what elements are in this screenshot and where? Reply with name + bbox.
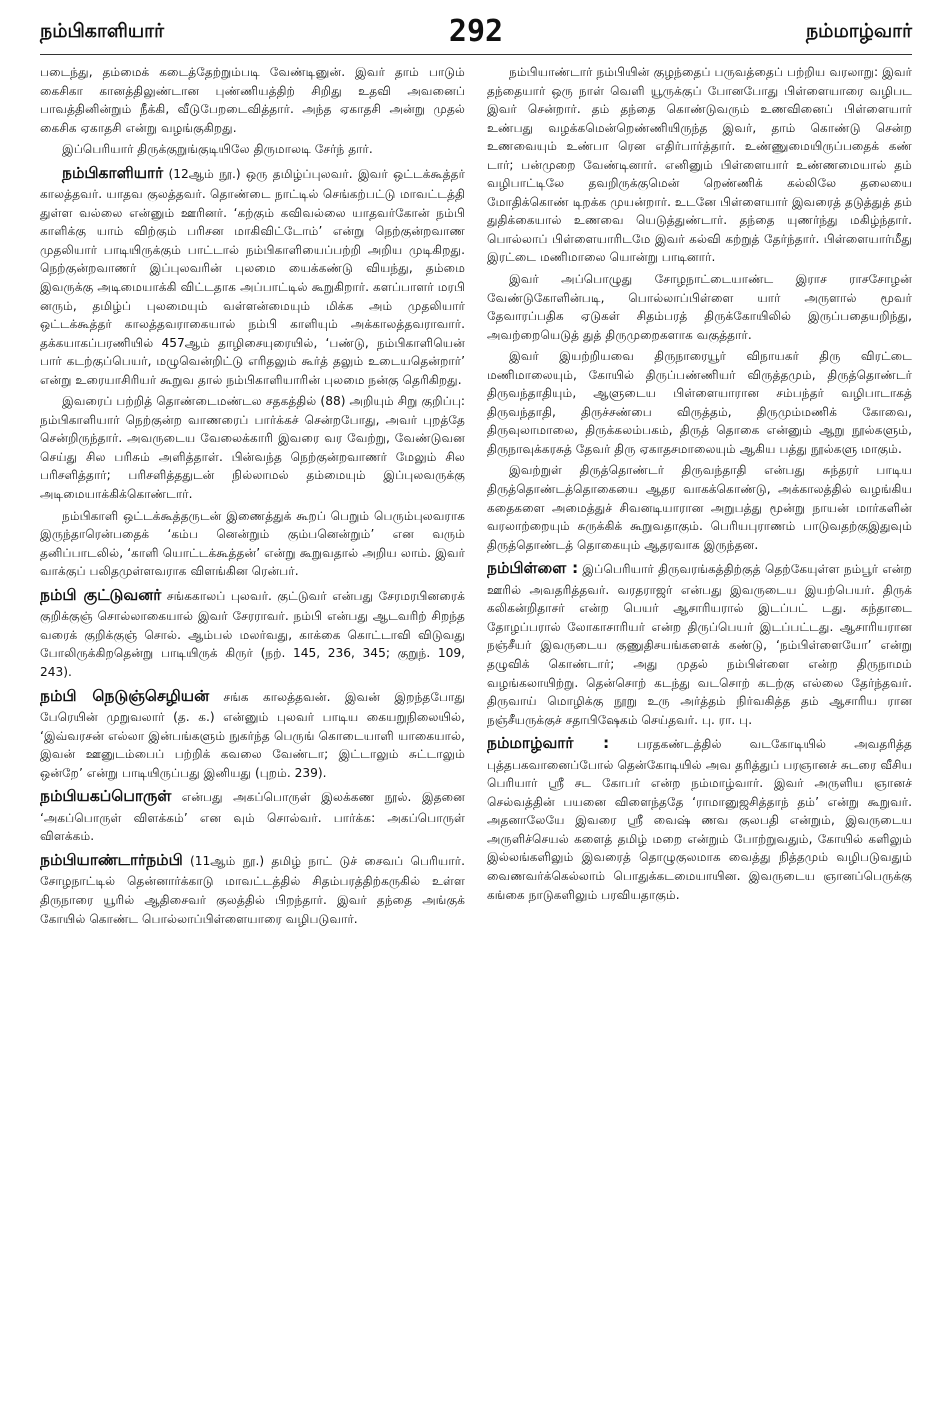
paragraph xyxy=(40,685,465,783)
paragraph xyxy=(487,461,912,554)
entry-text: இவர் அப்பொழுது சோழநாட்டையாண்ட இராச ராசசோழன் வேண்டுகோளின்படி, பொல்லாப்பிள்ளை யார் அருளால் மூவர் தேவாரப்பதிக ஏடுகள் சிதம்பரத் திருக்கோயிலில் இருப்பதையறிந்து, அவற்றையெடுத் துத் திருமுறைகளாக வகுத்தார். xyxy=(487,272,912,342)
paragraph xyxy=(40,392,465,503)
paragraph xyxy=(487,270,912,344)
entry-headword: நம்பி குட்டுவனர் xyxy=(40,585,162,604)
entry-text: இவற்றுள் திருத்தொண்டர் திருவந்தாதி என்பது சுந்தரர் பாடிய திருத்தொண்டத்தொகையை ஆதர வாகக்கொண்டு, அக்காலத்தில் வழங்கிய கதைகளை அமைத்துச் சிவனடியாரான அறுபத்து மூன்று நாயன் மார்களின் வரலாற்றையும் சுருக்கிக் கூறுவதாகும். பெரியபுராணம் பாடுவதற்குஇதுவும் திருத்தொண்டத் தொகையும் ஆதரவாக இருந்தன. xyxy=(487,463,912,552)
paragraph xyxy=(40,849,465,928)
header-right-guide-word: நம்மாழ்வார் xyxy=(805,20,912,42)
entry-text: (12ஆம் நூ.) ஒரு தமிழ்ப்புலவர். இவர் ஒட்டக்கூத்தர் காலத்தவர். யாதவ குலத்தவர். தொண்டை நாட்டில் செங்கற்பட்டு மாவட்டத்தி துள்ள வல்லை என்னும் ஊரினர். ‘கற்கும் கவிவல்லை யாதவர்கோன் நம்பி காளிக்கு யாம் விற்கும் பரிசன மாகிவிட்டோம்’ என்று நெற்குன்றவாண முதலியார் பாடியிருக்கும் பாட்டால் நம்பிகாளியைப்பற்றி அறிய முடிகிறது. நெற்குன்றவாணர் இப்புலவரின் புலமை யைக்கண்டு வியந்து, தம்மை இவருக்கு அடிமையாக்கி விட்டதாக அப்பாட்டில் கூறுகிறார். களப்பாளர் மரபி னரும், தமிழ்ப் புலமையும் வள்ளன்மையும் மிக்க அம் முதலியார் ஒட்டக்கூத்தர் காலத்தவராகையால் நம்பி காளியும் அக்காலத்தவராவார். தக்கயாகப்பரணியில் 457ஆம் தாழிசையுரையில், ‘பண்டு, நம்பிகாளியென் பார் கடற்குப்பெயர், மழுவென்றிட்டு எரிதலும் கூர்த் தலும் உடையதென்றார்’ என்று உரையாசிரியர் கூறுவ தால் நம்பிகாளியாரின் புலமை நன்கு தெரிகிறது. xyxy=(40,166,465,387)
running-header xyxy=(40,14,912,55)
entry-text: (11ஆம் நூ.) தமிழ் நாட் டுச் சைவப் பெரியார். சோழநாட்டில் தென்னார்க்காடு மாவட்டத்தில் சிதம்பரத்திற்கருகில் உள்ள திருநாரை யூரில் ஆதிசைவர் குலத்தில் பிறந்தார். இவர் தந்தை அங்குக் கோயில் கொண்ட பொல்லாப்பிள்ளையாரை வழிபடுவார். xyxy=(40,853,465,926)
entry-text: இப்பெரியார் திருக்குறுங்குடியிலே திருமாலடி சேர்ந் தார். xyxy=(62,142,373,157)
entry-headword: நம்பியகப்பொருள் xyxy=(40,787,172,806)
entry-headword: நம்பி நெடுஞ்செழியன் xyxy=(40,686,210,705)
paragraph xyxy=(487,347,912,458)
entry-text: நம்பியாண்டார் நம்பியின் குழந்தைப் பருவத்தைப் பற்றிய வரலாறு: இவர் தந்தையார் ஒரு நாள் வெளி யூருக்குப் போனபோது பிள்ளையாரை வழிபட இவர் சென்றார். தம் தந்தை கொண்டுவரும் உணவினைப் பிள்ளையார் உண்பது வழக்கமென்றெண்ணியிருந்த இவர், தாம் கொண்டு சென்ற உணவையும் உண்பா ரென எதிர்பார்த்தார். உண்ணுமையிருப்பதைக் கண் டார்; பன்முறை வேண்டினார். எனினும் பிள்ளையார் உண்ணமையால் தம் வழிபாட்டிலே தவறிருக்குமென் றெண்ணிக் கல்லிலே தலையை மோதிக்கொண் டிறக்க முயன்றார். உடனே பிள்ளையார் இவரைத் தடுத்துத் தம் துதிக்கையால் உணவை யெடுத்துண்டார். தந்தை யுணர்ந்து மகிழ்ந்தார். பொல்லாப் பிள்ளையாரிடமே இவர் கல்வி கற்றுத் தேர்ந்தார். பிள்ளையார்மீது இரட்டை மணிமாலை யொன்று பாடினார். xyxy=(487,65,912,265)
entry-text: படைந்து, தம்மைக் கடைத்தேற்றும்படி வேண்டினுன். இவர் தாம் பாடும் கைசிகா கானத்திலுண்டான புண்ணியத்திற் சிறிது உதவி அவனைப் பாவத்தினின்றும் நீக்கி, வீடுபேறடைவித்தார். அந்த ஏகாதசி அன்று முதல் கைசிக ஏகாதசி என்று வழங்குகிறது. xyxy=(40,65,465,135)
entry-headword: நம்பிகாளியார் xyxy=(62,163,164,182)
text-columns xyxy=(40,63,912,1421)
paragraph xyxy=(40,140,465,159)
entry-text: சங்ககாலப் புலவர். குட்டுவர் என்பது சேரமரபினரைக் குறிக்குஞ் சொல்லாகையால் இவர் சேரராவர். நம்பி என்பது ஆடவரிற் சிறந்த வரைக் குறிக்குஞ் சொல். ஆம்பல் மலர்வது, காக்கை கொட்டாவி விடுவது போலிருக்கிறதென்று பாடியிருக் கிருர் (நற். 145, 236, 345; குறுந். 109, 243). xyxy=(40,588,465,679)
entry-text: நம்பிகாளி ஒட்டக்கூத்தருடன் இணைத்துக் கூறப் பெறும் பெரும்புலவராக இருந்தாரென்பதைக் ‘கம்ப னென்றும் கும்பனென்றும்’ என வரும் தனிப்பாடலில், ‘காளி யொட்டக்கூத்தன்’ என்று கூறுவதால் அறிய லாம். இவர் வாக்குப் பலிதமுள்ளவராக விளங்கின ரென்பர். xyxy=(40,508,465,579)
entry-headword: நம்பிள்ளை : xyxy=(487,559,579,578)
entry-text: இவரைப் பற்றித் தொண்டைமண்டல சதகத்தில் (88) அறியும் சிறு குறிப்பு: நம்பிகாளியார் நெற்குன்ற வாணரைப் பார்க்கச் சென்றபோது, அவர் புறத்தே சென்றிருந்தார். அவருடைய வேலைக்காரி இவரை வர வேற்று, வேண்டுவன செய்து சில பரிசும் அளித்தாள். பின்வந்த நெற்குன்றவாணர் மேலும் சில பரிசளித்தார்; பரிசளித்ததுடன் நில்லாமல் தம்மையும் இப்புலவருக்கு அடிமையாக்கிக்கொண்டார். xyxy=(40,394,465,502)
paragraph xyxy=(487,63,912,267)
paragraph xyxy=(40,63,465,137)
entry-text: இப்பெரியார் திருவரங்கத்திற்குத் தெற்கேயுள்ள நம்பூர் என்ற ஊரில் அவதரித்தவர். வரதராஜர் என்பது இவருடைய இயற்பெயர். திருக் கலிகன்றிதாசர் என்ற பெயர் ஆசாரியரால் இடப்பட் டது. கந்தாடை தோழப்பரால் லோகாசாரியர் என்ற திருப்பெயர் இடப்பட்டது. ஆசாரியரான நஞ்சீயர் இவருடைய குணுதிசயங்களைக் கண்டு, ‘நம்பிள்ளையோ’ என்று தழுவிக் கொண்டார்; அது முதல் நம்பிள்ளை என்ற திருநாமம் வழங்கலாயிற்று. தென்சொற் கடந்து வடசொற் கடற்கு எல்லை தேர்ந்தவர். திருவாய் மொழிக்கு நூறு உரு அர்த்தம் நிர்வகித்த தம் ஆசாரிய ரான நஞ்சீயருக்குச் சதாபிஷேகம் செய்தவர். பு. ரா. பு. xyxy=(487,562,912,727)
paragraph xyxy=(487,732,912,904)
entry-text: இவர் இயற்றியவை திருநாரையூர் விநாயகர் திரு விரட்டை மணிமாலையும், கோயில் திருப்பண்ணியர் விருத்தமும், திருத்தொண்டர் திருவந்தாதியும், ஆளுடைய பிள்ளையாரான சம்பந்தர் வழிபாடாகத் திருவந்தாதி, திருச்சண்பை விருத்தம், திருமும்மணிக் கோவை, திருவுலாமாலை, திருக்கலம்பகம், திருத் தொகை என்னும் ஆறு நூல்களும், திருநாவுக்கரசுத் தேவர் திரு ஏகாதசமாலையும் ஆகிய பத்து நூல்களு மாகும். xyxy=(487,349,912,456)
header-left-guide-word: நம்பிகாளியார் xyxy=(40,20,165,42)
page-number: 292 xyxy=(448,14,504,49)
entry-text: பரதகண்டத்தில் வடகோடியில் அவதரித்த புத்தபகவானைப்போல் தென்கோடியில் அவ தரித்துப் பரஞானச் சுடரை வீசிய பெரியார் ஸ்ரீ சட கோபர் என்ற நம்மாழ்வார். இவர் அருளிய ஞானச் செல்வத்தின் பயனை விளைந்ததே ‘ராமானுஜசித்தாந் தம்’ என்று கூறுவர். அதனாலேயே இவரை ஸ்ரீ வைஷ் ணவ குலபதி என்றும், இவருடைய அருளிச்செயல் களைத் தமிழ் மறை என்றும் போற்றுவதும், கோயில் களிலும் இல்லங்களிலும் இவரைத் தொழுகுலமாக வைத்து நித்தமும் வழிபடுவதும் வைணவர்க்கெல்லாம் பொதுக்கடமையாயின. இவருடைய ஞானப்பெருக்கு கங்கை நாடுகளிலும் பரவியதாகும். xyxy=(487,737,912,902)
paragraph xyxy=(487,557,912,729)
entry-headword: நம்பியாண்டார்நம்பி xyxy=(40,850,183,869)
paragraph xyxy=(40,584,465,682)
paragraph xyxy=(40,162,465,390)
entry-headword: நம்மாழ்வார் : xyxy=(487,734,610,753)
paragraph xyxy=(40,785,465,846)
entry-text: என்பது அகப்பொருள் இலக்கண நூல். இதனை ‘அகப்பொருள் விளக்கம்’ என வும் சொல்வர். பார்க்க: அகப்பொருள் விளக்கம். xyxy=(40,790,465,844)
entry-text: சங்க காலத்தவன். இவன் இறந்தபோது பேரெயின் முறுவலார் (த. க.) என்னும் புலவர் பாடிய கையறுநிலையில், ‘இவ்வரசன் எல்லா இன்பங்களும் நுகர்ந்த பெருங் கொடையாளி யாகையால், இவன் ஊனுடம்பைப் பற்றிக் கவலை வேண்டா; இட்டாலும் சுட்டாலும் ஒன்றே’ என்று பாடியிருப்பது இனியது (புறம். 239). xyxy=(40,689,465,780)
right-column xyxy=(487,63,912,1421)
paragraph xyxy=(40,507,465,581)
left-column xyxy=(40,63,465,1421)
